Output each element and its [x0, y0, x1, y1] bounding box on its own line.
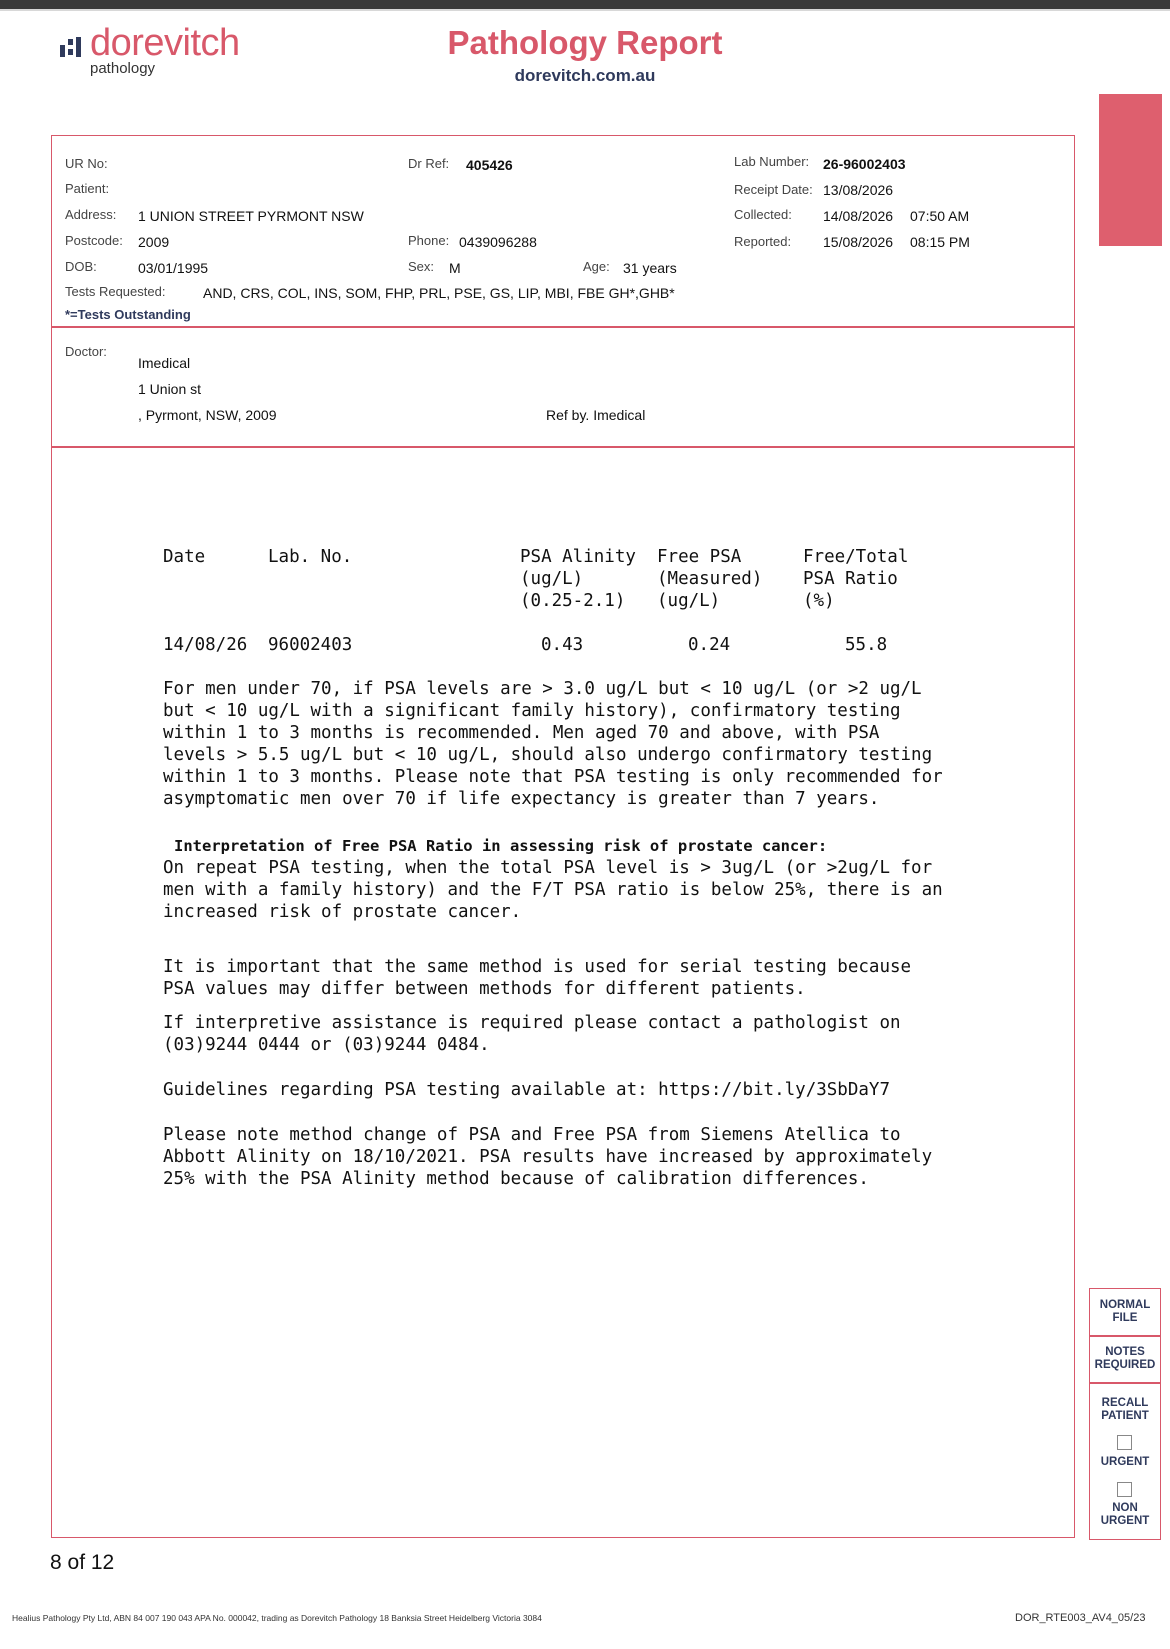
dr-ref-label: Dr Ref:	[408, 156, 450, 171]
non-urgent-checkbox[interactable]	[1117, 1482, 1132, 1497]
address-value: 1 UNION STREET PYRMONT NSW	[138, 208, 364, 224]
flag-separator	[1089, 1335, 1161, 1337]
report-title: Pathology Report	[447, 24, 723, 61]
table-header-free-psa: Free PSA (Measured) (ug/L)	[657, 547, 763, 611]
flag-separator	[1089, 1382, 1161, 1384]
logo-wordmark: dorevitch	[90, 22, 240, 64]
tests-outstanding-note: *=Tests Outstanding	[65, 307, 191, 322]
ref-by: Ref by. Imedical	[546, 407, 646, 423]
result-date: 14/08/26	[163, 635, 248, 655]
doctor-label: Doctor:	[65, 344, 107, 359]
comment-guidelines-link: Guidelines regarding PSA testing available at: https://bit.ly/3SbDaY7	[163, 1080, 890, 1100]
ur-no-label: UR No:	[65, 156, 108, 171]
phone-label: Phone:	[408, 233, 450, 248]
result-ratio: 55.8	[845, 635, 888, 655]
urgent-checkbox[interactable]	[1117, 1435, 1132, 1450]
reported-label: Reported:	[734, 234, 792, 249]
collected-date: 14/08/2026	[823, 208, 894, 224]
comment-guidelines-under70: For men under 70, if PSA levels are > 3.0 ug/L but < 10 ug/L (or >2 ug/L but < 10 ug/L with a significant family history), confirmatory testing within 1 to 3 months is recommended. Men aged 70 and above, with PSA levels > 5.5 ug/L but < 10 ug/L, should also undergo confirmatory testing within 1 to 3 months. Please note that PSA testing is only recommended for asymptomatic men over 70 if life expectancy is greater than 7 years.	[163, 679, 943, 809]
window-top-bar-border	[0, 9, 1170, 11]
report-website: dorevitch.com.au	[514, 66, 656, 85]
receipt-date-label: Receipt Date:	[734, 182, 813, 197]
table-header-psa-alinity: PSA Alinity (ug/L) (0.25-2.1)	[520, 547, 636, 611]
non-urgent-label: NON URGENT	[1100, 1502, 1150, 1527]
comment-free-psa-ratio: On repeat PSA testing, when the total PSA level is > 3ug/L (or >2ug/L for men with a family history) and the F/T PSA ratio is below 25%, there is an increased risk of prostate cancer.	[163, 858, 943, 922]
reported-time: 08:15 PM	[910, 234, 970, 250]
table-header-lab-no: Lab. No.	[268, 547, 353, 567]
table-header-date: Date	[163, 547, 206, 567]
address-label: Address:	[65, 207, 117, 222]
urgent-label: URGENT	[1100, 1456, 1150, 1468]
sex-label: Sex:	[408, 259, 435, 274]
page-number: 8 of 12	[50, 1551, 115, 1574]
footer-form-code: DOR_RTE003_AV4_05/23	[1015, 1612, 1146, 1624]
lab-number-label: Lab Number:	[734, 154, 810, 169]
notes-required-flag[interactable]: NOTES REQUIRED	[1094, 1346, 1156, 1371]
normal-file-flag[interactable]: NORMAL FILE	[1099, 1299, 1151, 1324]
logo-subtitle: pathology	[90, 60, 156, 77]
age-value: 31 years	[623, 260, 677, 276]
postcode-label: Postcode:	[65, 233, 123, 248]
logo-mark-icon	[60, 37, 86, 57]
dr-ref-value: 405426	[466, 157, 513, 173]
recall-patient-flag[interactable]: RECALL PATIENT	[1101, 1397, 1149, 1422]
window-top-bar	[0, 0, 1170, 9]
result-psa-alinity: 0.43	[541, 635, 584, 655]
side-color-block	[1099, 94, 1162, 246]
tests-requested-value: AND, CRS, COL, INS, SOM, FHP, PRL, PSE, GS, LIP, MBI, FBE GH*,GHB*	[203, 285, 675, 301]
receipt-date-value: 13/08/2026	[823, 182, 894, 198]
age-label: Age:	[583, 259, 610, 274]
interpretation-heading: Interpretation of Free PSA Ratio in assessing risk of prostate cancer:	[174, 837, 828, 855]
dob-label: DOB:	[65, 259, 97, 274]
lab-number-value: 26-96002403	[823, 156, 906, 172]
result-lab-no: 96002403	[268, 635, 353, 655]
header-separator	[51, 326, 1075, 328]
postcode-value: 2009	[138, 234, 170, 250]
comment-method-change: Please note method change of PSA and Free PSA from Siemens Atellica to Abbott Alinity on 18/10/2021. PSA results have increased by approximately 25% with the PSA Alinity method because of calibration differences.	[163, 1125, 933, 1189]
comment-same-method: It is important that the same method is used for serial testing because PSA values may differ between methods for different patients.	[163, 957, 912, 999]
doctor-address-line1: 1 Union st	[138, 381, 202, 397]
collected-time: 07:50 AM	[910, 208, 970, 224]
footer-company-info: Healius Pathology Pty Ltd, ABN 84 007 190 043 APA No. 000042, trading as Dorevitch Pathology 18 Banksia Street Heidelberg Victoria 3084	[12, 1613, 542, 1623]
doctor-address-line2: , Pyrmont, NSW, 2009	[138, 407, 277, 423]
tests-requested-label: Tests Requested:	[65, 284, 166, 299]
doctor-name: Imedical	[138, 355, 191, 371]
result-free-psa: 0.24	[688, 635, 731, 655]
phone-value: 0439096288	[459, 234, 537, 250]
collected-label: Collected:	[734, 207, 792, 222]
table-header-ratio: Free/Total PSA Ratio (%)	[803, 547, 909, 611]
reported-date: 15/08/2026	[823, 234, 894, 250]
dob-value: 03/01/1995	[138, 260, 209, 276]
doctor-separator	[51, 446, 1075, 448]
comment-contact-pathologist: If interpretive assistance is required please contact a pathologist on (03)9244 0444 or (03)9244 0484.	[163, 1013, 901, 1055]
sex-value: M	[449, 260, 461, 276]
patient-label: Patient:	[65, 181, 110, 196]
